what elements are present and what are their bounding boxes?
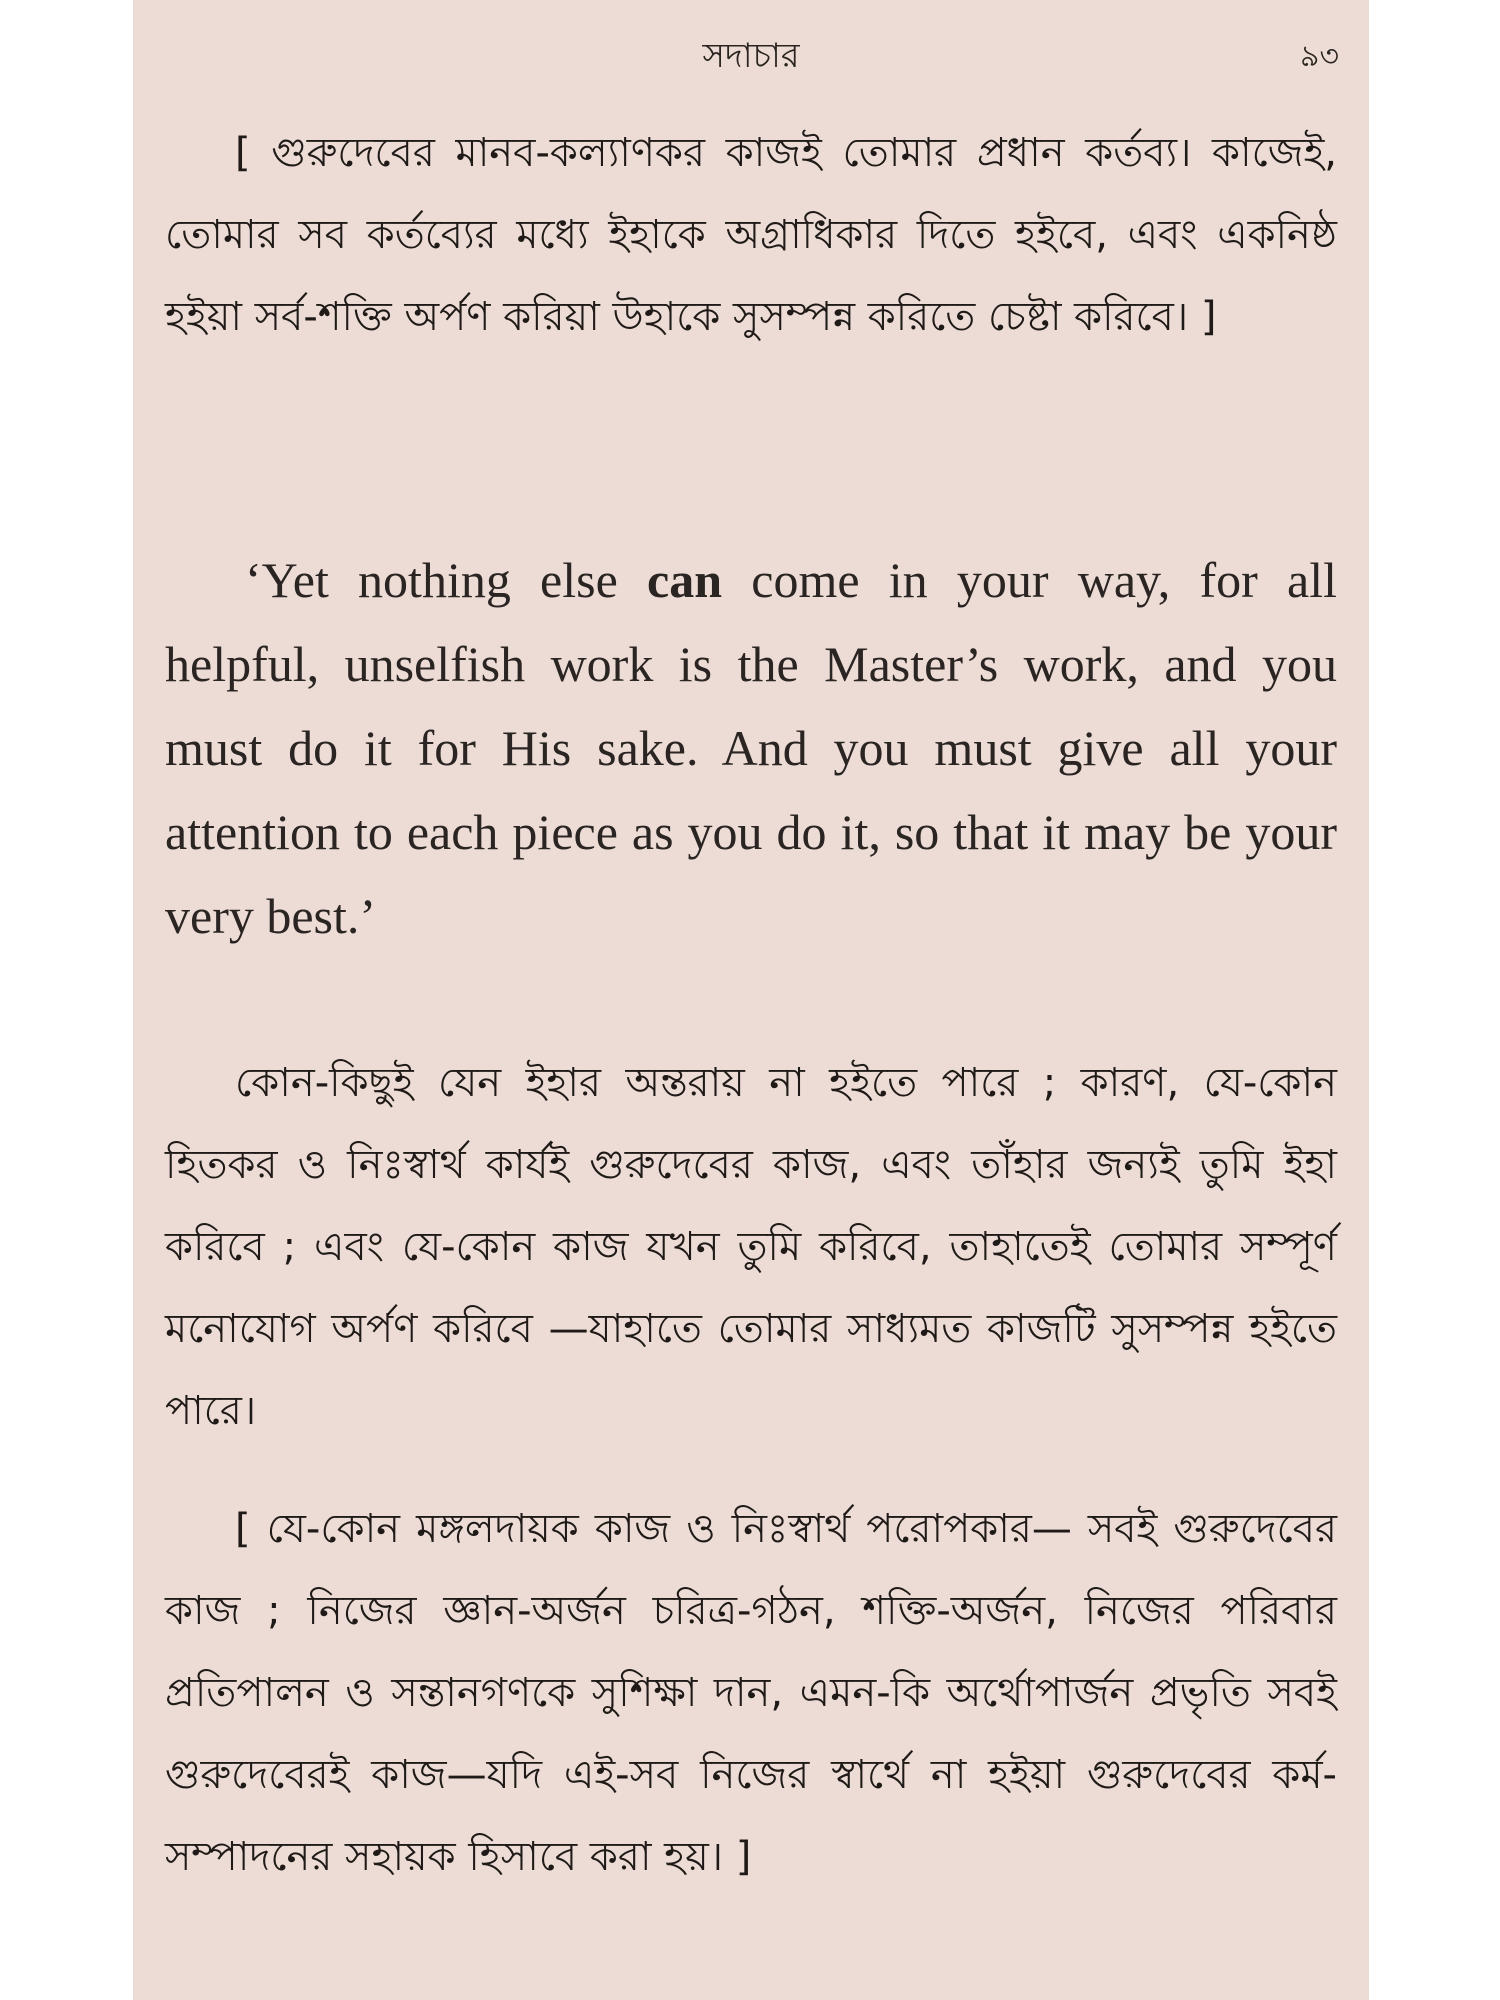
bengali-note-paragraph-1	[165, 112, 1337, 358]
running-title: সদাচার	[702, 36, 800, 76]
english-quote-text	[165, 538, 1337, 958]
bengali-note-paragraph-2	[165, 1488, 1337, 1898]
english-quote-paragraph	[165, 538, 1337, 958]
english-quote-emphasis: can	[647, 552, 723, 608]
english-quote-start: ‘Yet nothing else	[245, 552, 648, 608]
bengali-translation-text: কোন-কিছুই যেন ইহার অন্তরায় না হইতে পারে ; কারণ, যে-কোন হিতকর ও নিঃস্বার্থ কার্যই গুরুদেবের কাজ, এবং তাঁহার জন্যই তুমি ইহা করিবে ; এবং যে-কোন কাজ যখন তুমি করিবে, তাহাতেই তোমার সম্পূর্ণ মনোযোগ অর্পণ করিবে —যাহাতে তোমার সাধ্যমত কাজটি সুসম্পন্ন হইতে পারে।	[165, 1060, 1337, 1434]
bengali-translation-paragraph	[165, 1042, 1337, 1452]
page-number: ৯৩	[1300, 39, 1339, 74]
bengali-note-text-2: [ যে-কোন মঙ্গলদায়ক কাজ ও নিঃস্বার্থ পরোপকার— সবই গুরুদেবের কাজ ; নিজের জ্ঞান-অর্জন চরিত্র-গঠন, শক্তি-অর্জন, নিজের পরিবার প্রতিপালন ও সন্তানগণকে সুশিক্ষা দান, এমন-কি অর্থোপার্জন প্রভৃতি সবই গুরুদেবেরই কাজ—যদি এই-সব নিজের স্বার্থে না হইয়া গুরুদেবের কর্ম-সম্পাদনের সহায়ক হিসাবে করা হয়। ]	[165, 1506, 1337, 1880]
running-head	[133, 22, 1369, 82]
book-page	[133, 0, 1369, 2000]
english-quote-rest: come in your way, for all helpful, unselfish work is the Master’s work, and you must do it for His sake. And you must give all your attention to each piece as you do it, so that it may be your very best.’	[165, 552, 1338, 944]
bengali-note-text-1: [ গুরুদেবের মানব-কল্যাণকর কাজই তোমার প্রধান কর্তব্য। কাজেই, তোমার সব কর্তব্যের মধ্যে ইহাকে অগ্রাধিকার দিতে হইবে, এবং একনিষ্ঠ হইয়া সর্ব-শক্তি অর্পণ করিয়া উহাকে সুসম্পন্ন করিতে চেষ্টা করিবে। ]	[165, 130, 1337, 340]
